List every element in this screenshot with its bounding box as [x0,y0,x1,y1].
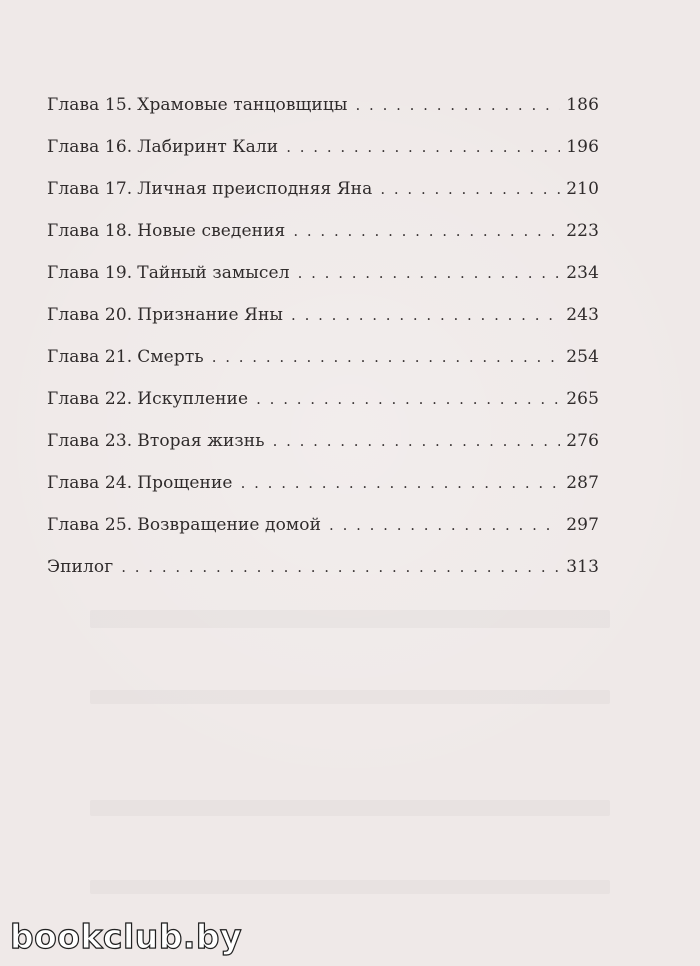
chapter-title: Новые сведения [137,221,286,241]
dot-leader [298,262,561,284]
dot-leader [256,388,560,410]
chapter-title: Эпилог [47,557,114,577]
dot-leader [212,346,561,368]
toc-entry [47,430,599,472]
table-of-contents [47,94,599,598]
chapter-number: Глава 15. [47,95,133,115]
toc-entry [47,220,599,262]
entry-label [47,220,285,242]
chapter-number: Глава 21. [47,347,133,367]
chapter-title: Прощение [137,473,233,493]
dot-leader [293,220,560,242]
dot-leader [121,556,560,578]
show-through-text [90,880,610,894]
entry-label [47,388,248,410]
page-number: 265 [566,389,599,409]
dot-leader [273,430,561,452]
chapter-title: Возвращение домой [137,515,322,535]
toc-entry [47,178,599,220]
entry-label [47,556,113,578]
page-number: 186 [566,95,599,115]
site-watermark: bookclub.by [10,917,243,956]
chapter-number: Глава 25. [47,515,133,535]
show-through-text [90,610,610,628]
chapter-number: Глава 18. [47,221,133,241]
page-number: 196 [566,137,599,157]
toc-entry [47,262,599,304]
chapter-title: Вторая жизнь [137,431,265,451]
dot-leader [329,514,560,536]
toc-entry [47,514,599,556]
entry-label [47,514,321,536]
entry-label [47,472,233,494]
toc-entry [47,472,599,514]
show-through-text [90,690,610,704]
entry-label [47,94,348,116]
toc-entry [47,388,599,430]
dot-leader [380,178,560,200]
chapter-title: Храмовые танцовщицы [137,95,348,115]
chapter-title: Признание Яны [137,305,284,325]
toc-entry-epilogue [47,556,599,598]
page-number: 243 [566,305,599,325]
chapter-number: Глава 20. [47,305,133,325]
dot-leader [356,94,561,116]
page-number: 223 [566,221,599,241]
toc-entry [47,304,599,346]
toc-entry [47,94,599,136]
page-number: 276 [566,431,599,451]
chapter-title: Искупление [137,389,249,409]
dot-leader [291,304,560,326]
entry-label [47,136,278,158]
chapter-title: Смерть [137,347,204,367]
entry-label [47,304,283,326]
page-number: 287 [566,473,599,493]
chapter-title: Тайный замысел [137,263,290,283]
toc-entry [47,136,599,178]
chapter-number: Глава 16. [47,137,133,157]
entry-label [47,430,265,452]
page-number: 297 [566,515,599,535]
chapter-number: Глава 17. [47,179,133,199]
page-number: 234 [566,263,599,283]
show-through-text [90,800,610,816]
chapter-number: Глава 22. [47,389,133,409]
toc-entry [47,346,599,388]
dot-leader [241,472,561,494]
chapter-number: Глава 19. [47,263,133,283]
page-number: 210 [566,179,599,199]
entry-label [47,262,290,284]
chapter-number: Глава 23. [47,431,133,451]
page-number: 313 [566,557,599,577]
entry-label [47,178,372,200]
entry-label [47,346,204,368]
dot-leader [286,136,560,158]
chapter-number: Глава 24. [47,473,133,493]
page-number: 254 [566,347,599,367]
chapter-title: Личная преисподняя Яна [137,179,373,199]
chapter-title: Лабиринт Кали [137,137,279,157]
